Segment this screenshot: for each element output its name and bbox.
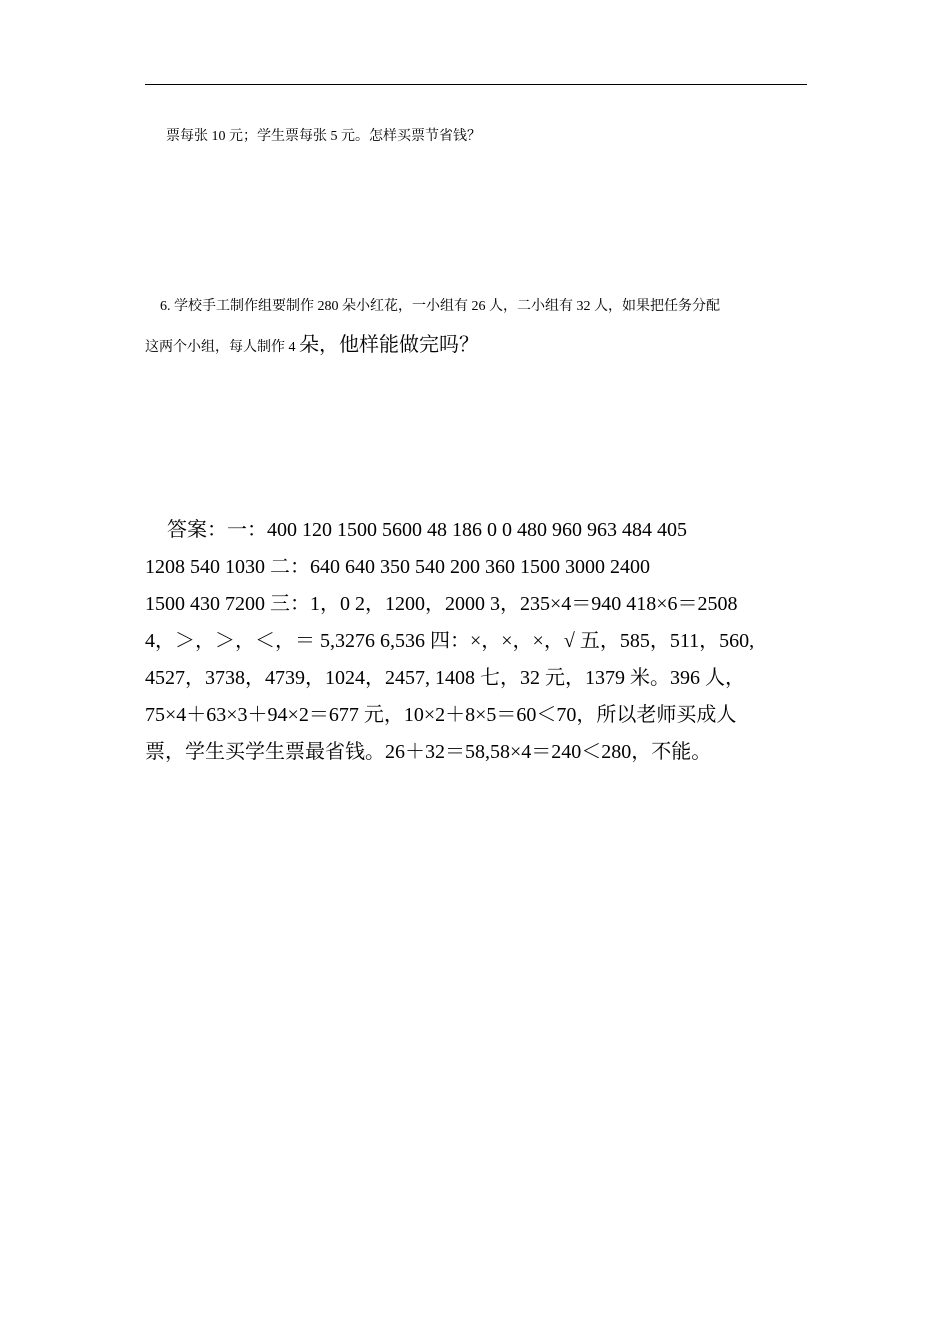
answer-line-3: 1500 430 7200 三：1，0 2，1200，2000 3，235×4＝940 418×6＝2508 (145, 593, 738, 615)
answer-line-6: 75×4＋63×3＋94×2＝677 元，10×2＋8×5＝60＜70，所以老师买成人 (145, 704, 737, 726)
question-6-line-2-large: 朵，他样能做完吗？ (299, 334, 479, 356)
question-6-text-line-2 (145, 328, 810, 365)
question-6-line-2-small: 这两个小组，每人制作 4 (145, 340, 299, 355)
answer-line-1: 答案：一：400 120 1500 5600 48 186 0 0 480 960 963 484 405 (167, 519, 687, 541)
answer-section (145, 512, 807, 771)
answer-line-2: 1208 540 1030 二：640 640 350 540 200 360 1500 3000 2400 (145, 556, 650, 578)
answer-line-7: 票，学生买学生票最省钱。26＋32＝58,58×4＝240＜280，不能。 (145, 741, 712, 763)
header-rule (145, 84, 807, 85)
answer-line-5: 4527，3738，4739，1024，2457, 1408 七，32 元，1379 米。396 人， (145, 667, 745, 689)
question-5-text: 票每张 10 元；学生票每张 5 元。怎样买票节省钱？ (166, 129, 481, 144)
question-6-text-line-1: 6. 学校手工制作组要制作 280 朵小红花，一小组有 26 人，二小组有 32 人，如果把任务分配 (160, 299, 720, 314)
answer-line-4: 4，＞，＞，＜，＝ 5,3276 6,536 四：×，×，×，√ 五，585，511，560, (145, 630, 755, 652)
